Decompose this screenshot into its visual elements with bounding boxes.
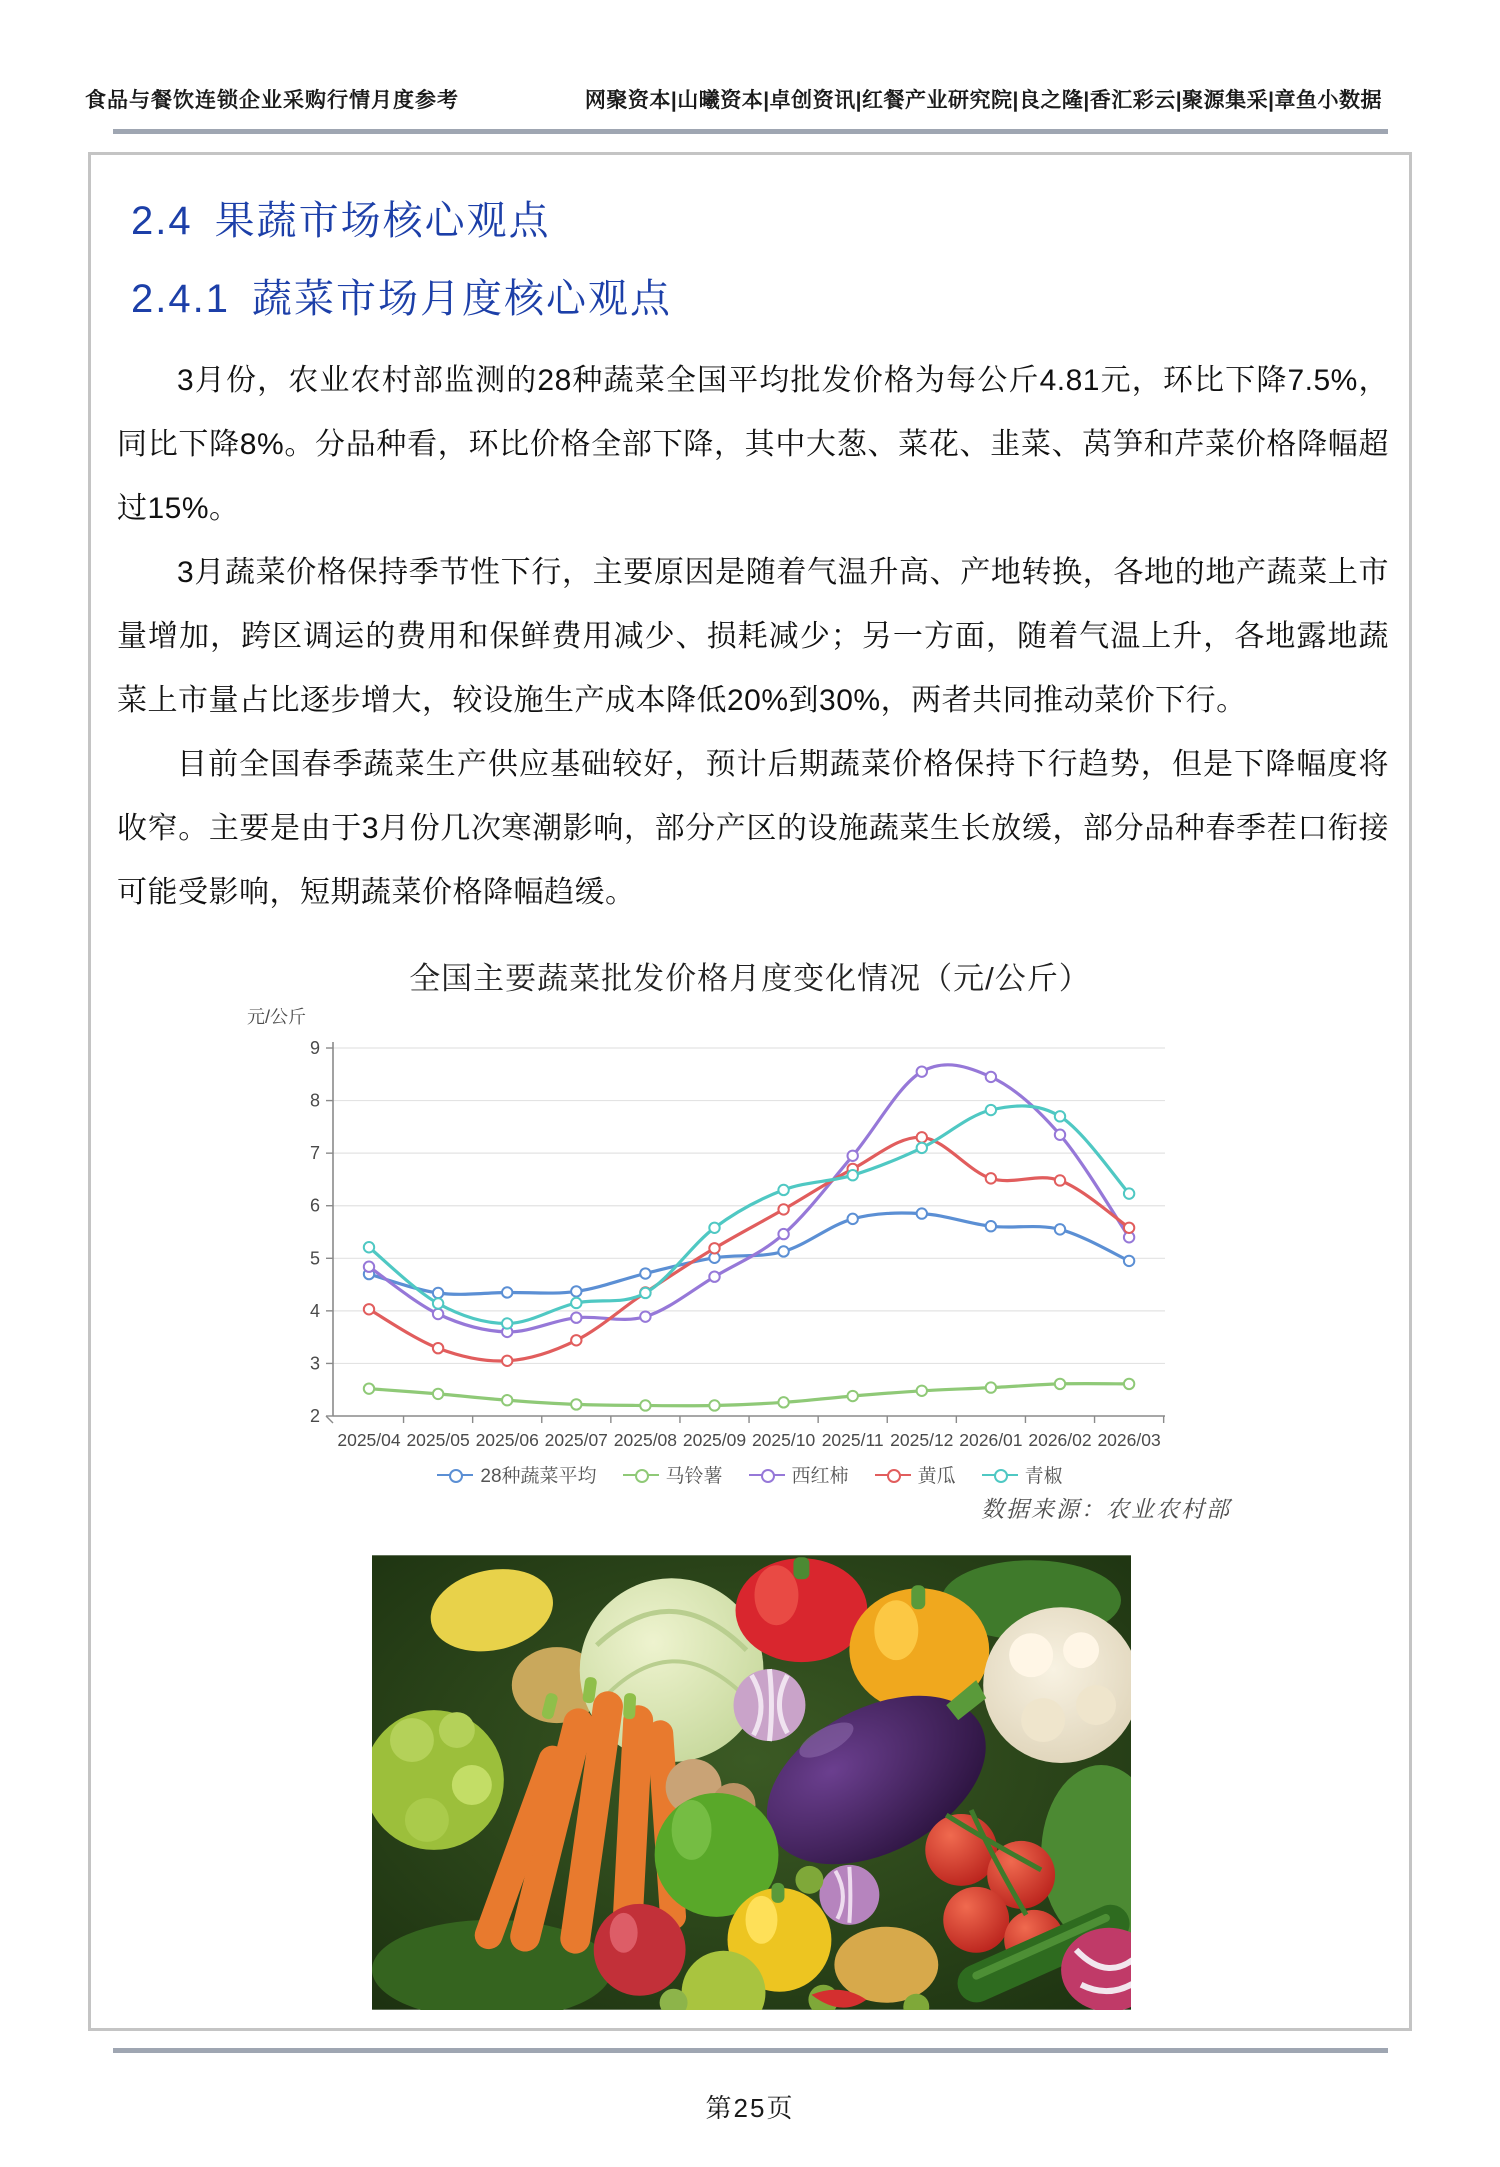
svg-text:2025/12: 2025/12	[890, 1430, 954, 1450]
legend-label: 28种蔬菜平均	[480, 1466, 597, 1487]
data-point[interactable]	[1124, 1188, 1134, 1198]
data-point[interactable]	[1055, 1111, 1065, 1121]
legend-item-西红柿[interactable]	[749, 1461, 849, 1488]
svg-text:2026/02: 2026/02	[1028, 1430, 1092, 1450]
data-point[interactable]	[986, 1382, 996, 1392]
section-title	[131, 189, 551, 246]
paragraph-1: 3月份，农业农村部监测的28种蔬菜全国平均批发价格为每公斤4.81元，环比下降7.5%，同比下降8%。分品种看，环比价格全部下降，其中大葱、菜花、韭菜、莴笋和芹菜价格降幅超过15%。	[117, 364, 1389, 525]
data-point[interactable]	[571, 1399, 581, 1409]
data-point[interactable]	[778, 1204, 788, 1214]
series-line-28种蔬菜平均	[369, 1213, 1129, 1294]
legend-line-circle-icon	[875, 1468, 911, 1482]
data-point[interactable]	[571, 1298, 581, 1308]
footer-divider	[113, 2048, 1388, 2053]
data-point[interactable]	[778, 1246, 788, 1256]
data-point[interactable]	[848, 1170, 858, 1180]
legend-line-circle-icon	[982, 1468, 1018, 1482]
data-point[interactable]	[848, 1214, 858, 1224]
svg-text:5: 5	[309, 1248, 320, 1269]
svg-text:2025/04: 2025/04	[337, 1430, 401, 1450]
data-point[interactable]	[502, 1287, 512, 1297]
data-point[interactable]	[1124, 1223, 1134, 1233]
data-point[interactable]	[986, 1173, 996, 1183]
data-point[interactable]	[986, 1105, 996, 1115]
svg-text:2026/01: 2026/01	[959, 1430, 1023, 1450]
subsection-title	[131, 267, 672, 324]
data-point[interactable]	[571, 1312, 581, 1322]
data-point[interactable]	[433, 1389, 443, 1399]
section-number: 2.4	[131, 199, 193, 243]
data-point[interactable]	[433, 1298, 443, 1308]
data-point[interactable]	[364, 1383, 374, 1393]
data-point[interactable]	[986, 1221, 996, 1231]
svg-text:8: 8	[309, 1090, 320, 1111]
y-axis-unit-label: 元/公斤	[247, 1007, 307, 1027]
data-point[interactable]	[917, 1132, 927, 1142]
svg-text:2025/07: 2025/07	[544, 1430, 608, 1450]
series-line-马铃薯	[369, 1384, 1129, 1406]
data-point[interactable]	[1124, 1256, 1134, 1266]
data-point[interactable]	[709, 1243, 719, 1253]
data-point[interactable]	[433, 1309, 443, 1319]
data-point[interactable]	[917, 1386, 927, 1396]
vegetable-price-line-chart	[233, 1003, 1193, 1473]
data-point[interactable]	[1055, 1130, 1065, 1140]
legend-line-circle-icon	[623, 1468, 659, 1482]
data-point[interactable]	[848, 1151, 858, 1161]
svg-text:2: 2	[309, 1406, 320, 1426]
data-point[interactable]	[1055, 1224, 1065, 1234]
data-point[interactable]	[640, 1311, 650, 1321]
paragraph-3: 目前全国春季蔬菜生产供应基础较好，预计后期蔬菜价格保持下行趋势，但是下降幅度将收窄。主要是由于3月份几次寒潮影响，部分产区的设施蔬菜生长放缓，部分品种春季茬口衔接可能受影响，短期蔬菜价格降幅趋缓。	[117, 748, 1389, 909]
data-point[interactable]	[640, 1400, 650, 1410]
header-divider	[113, 129, 1388, 134]
legend-item-黄瓜[interactable]	[875, 1461, 956, 1488]
data-point[interactable]	[778, 1229, 788, 1239]
svg-text:9: 9	[309, 1038, 320, 1059]
data-point[interactable]	[433, 1343, 443, 1353]
data-point[interactable]	[640, 1288, 650, 1298]
svg-text:6: 6	[309, 1195, 320, 1216]
svg-text:2025/10: 2025/10	[751, 1430, 816, 1450]
svg-text:2025/09: 2025/09	[682, 1430, 747, 1450]
svg-text:2025/11: 2025/11	[821, 1430, 884, 1450]
series-line-青椒	[369, 1106, 1129, 1324]
data-source-note: 数据来源：农业农村部	[981, 1497, 1231, 1522]
data-point[interactable]	[917, 1066, 927, 1076]
data-point[interactable]	[571, 1286, 581, 1296]
svg-text:2025/08: 2025/08	[613, 1430, 678, 1450]
content-box	[88, 152, 1412, 2031]
data-point[interactable]	[1055, 1379, 1065, 1389]
data-point[interactable]	[709, 1223, 719, 1233]
svg-text:3: 3	[309, 1353, 320, 1374]
data-point[interactable]	[1055, 1175, 1065, 1185]
legend-label: 西红柿	[791, 1466, 849, 1487]
legend-item-马铃薯[interactable]	[623, 1461, 723, 1488]
data-point[interactable]	[502, 1395, 512, 1405]
data-point[interactable]	[433, 1288, 443, 1298]
series-line-黄瓜	[369, 1137, 1129, 1361]
data-point[interactable]	[502, 1356, 512, 1366]
data-point[interactable]	[364, 1242, 374, 1252]
chart-title: 全国主要蔬菜批发价格月度变化情况（元/公斤）	[409, 961, 1091, 996]
data-point[interactable]	[917, 1143, 927, 1153]
data-point[interactable]	[1124, 1379, 1134, 1389]
legend-label: 青椒	[1024, 1466, 1063, 1487]
svg-text:2025/06: 2025/06	[475, 1430, 539, 1450]
subsection-number: 2.4.1	[131, 277, 230, 321]
data-point[interactable]	[778, 1185, 788, 1195]
legend-line-circle-icon	[749, 1468, 785, 1482]
chart-canvas	[233, 1003, 1193, 1473]
legend-label: 黄瓜	[917, 1466, 956, 1487]
data-point[interactable]	[848, 1391, 858, 1401]
data-point[interactable]	[571, 1335, 581, 1345]
legend-label: 马铃薯	[665, 1466, 723, 1487]
data-point[interactable]	[917, 1208, 927, 1218]
svg-text:4: 4	[309, 1300, 320, 1321]
data-point[interactable]	[778, 1397, 788, 1407]
svg-text:2026/03: 2026/03	[1097, 1430, 1161, 1450]
data-point[interactable]	[709, 1271, 719, 1281]
legend-item-青椒[interactable]	[982, 1461, 1063, 1488]
data-point[interactable]	[709, 1400, 719, 1410]
legend-item-28种蔬菜平均[interactable]	[437, 1461, 596, 1488]
header-brands: 网聚资本|山曦资本|卓创资讯|红餐产业研究院|良之隆|香汇彩云|聚源集采|章鱼小数据	[584, 89, 1382, 112]
svg-text:2025/05: 2025/05	[406, 1430, 470, 1450]
chart-legend	[91, 1461, 1409, 1488]
subsection-text: 蔬菜市场月度核心观点	[251, 277, 672, 321]
vegetables-photo	[372, 1555, 1131, 2010]
data-point[interactable]	[502, 1318, 512, 1328]
svg-text:7: 7	[309, 1143, 320, 1164]
data-point[interactable]	[364, 1262, 374, 1272]
header-document-title: 食品与餐饮连锁企业采购行情月度参考	[85, 89, 459, 112]
paragraph-2: 3月蔬菜价格保持季节性下行，主要原因是随着气温升高、产地转换，各地的地产蔬菜上市量增加，跨区调运的费用和保鲜费用减少、损耗减少；另一方面，随着气温上升，各地露地蔬菜上市量占比逐步增大，较设施生产成本降低20%到30%，两者共同推动菜价下行。	[117, 556, 1389, 717]
page-number: 第25页	[705, 2093, 795, 2123]
data-point[interactable]	[364, 1304, 374, 1314]
data-point[interactable]	[640, 1268, 650, 1278]
body-paragraphs	[117, 349, 1389, 925]
section-text: 果蔬市场核心观点	[214, 199, 551, 243]
legend-line-circle-icon	[437, 1468, 473, 1482]
data-point[interactable]	[986, 1072, 996, 1082]
